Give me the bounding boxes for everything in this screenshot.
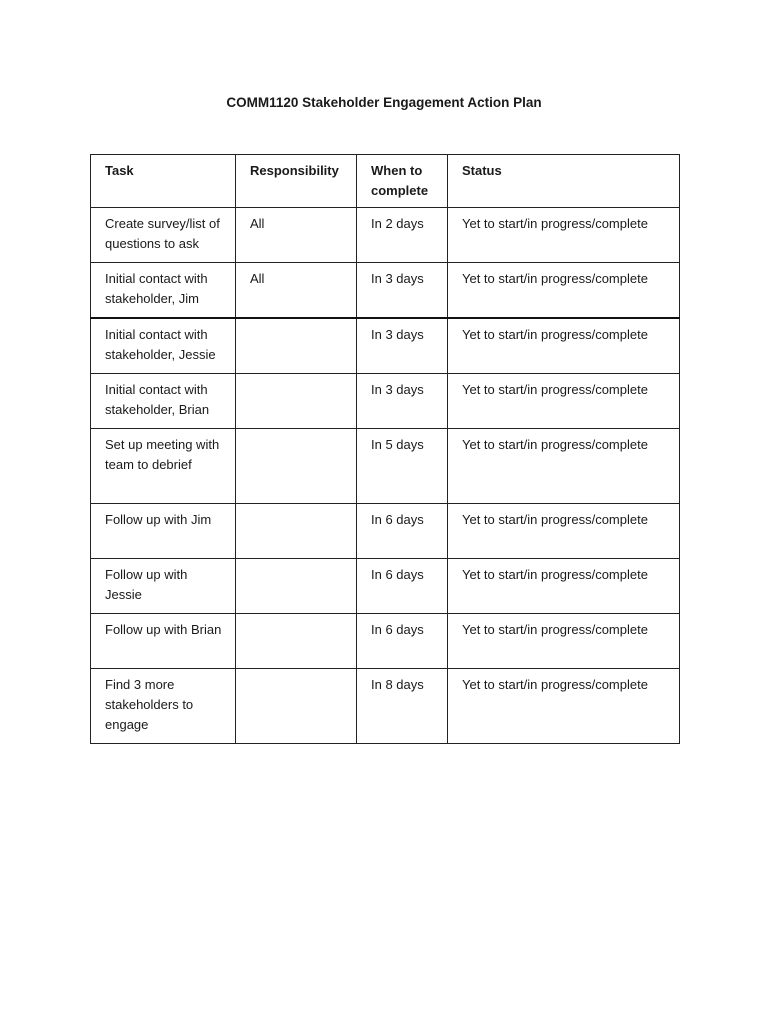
status-cell: Yet to start/in progress/complete bbox=[448, 504, 680, 559]
status-cell: Yet to start/in progress/complete bbox=[448, 374, 680, 429]
table-row bbox=[91, 559, 680, 614]
table-row bbox=[91, 374, 680, 429]
table-row bbox=[91, 208, 680, 263]
task-cell: Initial contact with stakeholder, Jessie bbox=[91, 318, 236, 374]
header-responsibility: Responsibility bbox=[236, 155, 357, 208]
header-when-to-complete: When to complete bbox=[357, 155, 448, 208]
task-cell: Follow up with Jessie bbox=[91, 559, 236, 614]
task-cell: Follow up with Brian bbox=[91, 614, 236, 669]
task-cell: Set up meeting with team to debrief bbox=[91, 429, 236, 504]
responsibility-cell: All bbox=[236, 208, 357, 263]
when-cell: In 6 days bbox=[357, 559, 448, 614]
status-cell: Yet to start/in progress/complete bbox=[448, 208, 680, 263]
responsibility-cell bbox=[236, 374, 357, 429]
table-row bbox=[91, 318, 680, 374]
table-row bbox=[91, 263, 680, 319]
when-cell: In 8 days bbox=[357, 669, 448, 744]
table-row bbox=[91, 614, 680, 669]
when-cell: In 6 days bbox=[357, 504, 448, 559]
responsibility-cell bbox=[236, 429, 357, 504]
status-cell: Yet to start/in progress/complete bbox=[448, 429, 680, 504]
when-cell: In 3 days bbox=[357, 318, 448, 374]
responsibility-cell bbox=[236, 614, 357, 669]
task-cell: Follow up with Jim bbox=[91, 504, 236, 559]
when-cell: In 3 days bbox=[357, 263, 448, 319]
when-cell: In 5 days bbox=[357, 429, 448, 504]
status-cell: Yet to start/in progress/complete bbox=[448, 318, 680, 374]
task-cell: Initial contact with stakeholder, Brian bbox=[91, 374, 236, 429]
responsibility-cell: All bbox=[236, 263, 357, 319]
status-cell: Yet to start/in progress/complete bbox=[448, 669, 680, 744]
task-cell: Create survey/list of questions to ask bbox=[91, 208, 236, 263]
header-task: Task bbox=[91, 155, 236, 208]
page-title: COMM1120 Stakeholder Engagement Action Plan bbox=[226, 95, 542, 110]
table-row bbox=[91, 669, 680, 744]
responsibility-cell bbox=[236, 669, 357, 744]
status-cell: Yet to start/in progress/complete bbox=[448, 614, 680, 669]
when-cell: In 6 days bbox=[357, 614, 448, 669]
table-row bbox=[91, 429, 680, 504]
when-cell: In 2 days bbox=[357, 208, 448, 263]
task-cell: Initial contact with stakeholder, Jim bbox=[91, 263, 236, 319]
status-cell: Yet to start/in progress/complete bbox=[448, 263, 680, 319]
header-status: Status bbox=[448, 155, 680, 208]
responsibility-cell bbox=[236, 559, 357, 614]
task-cell: Find 3 more stakeholders to engage bbox=[91, 669, 236, 744]
when-cell: In 3 days bbox=[357, 374, 448, 429]
responsibility-cell bbox=[236, 504, 357, 559]
action-plan-table bbox=[90, 154, 680, 744]
table-header-row bbox=[91, 155, 680, 208]
status-cell: Yet to start/in progress/complete bbox=[448, 559, 680, 614]
table-row bbox=[91, 504, 680, 559]
responsibility-cell bbox=[236, 318, 357, 374]
